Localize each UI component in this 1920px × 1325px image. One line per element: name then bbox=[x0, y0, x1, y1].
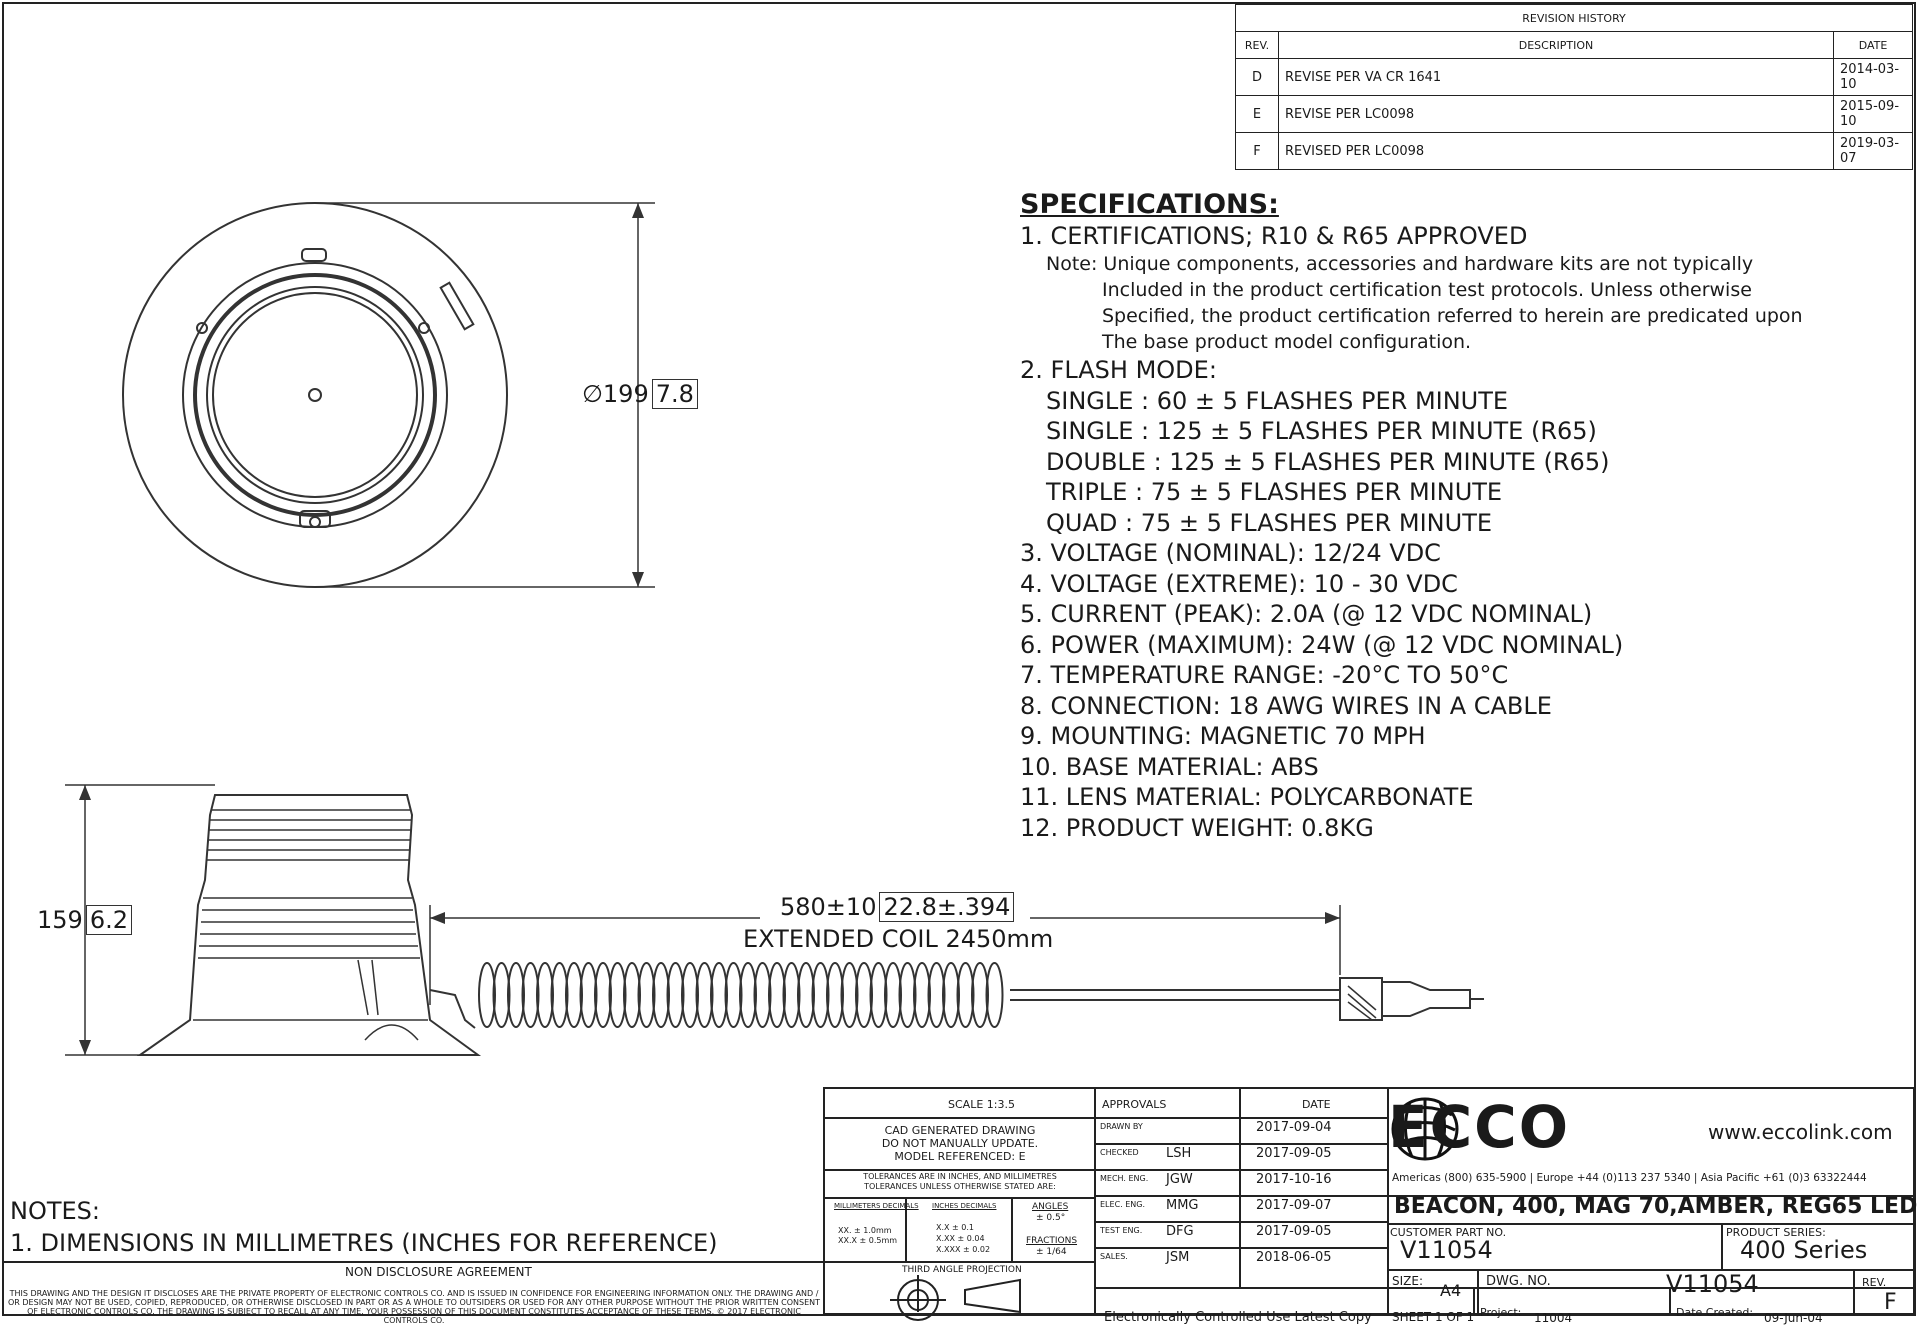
cad-note-line: CAD GENERATED DRAWING bbox=[884, 1124, 1036, 1137]
mm-decimals-label: MILLIMETERS DECIMALS bbox=[834, 1202, 919, 1210]
diameter-dimension bbox=[582, 380, 698, 408]
spec-item: 6. POWER (MAXIMUM): 24W (@ 12 VDC NOMINAL) bbox=[1020, 630, 1624, 659]
product-series-label: PRODUCT SERIES: bbox=[1726, 1226, 1826, 1239]
cad-note-line: MODEL REFERENCED: E bbox=[894, 1150, 1026, 1163]
approval-date: 2017-09-04 bbox=[1256, 1120, 1332, 1135]
in-values bbox=[936, 1222, 990, 1255]
size-label: SIZE: bbox=[1392, 1274, 1424, 1288]
spec-note-line: Included in the product certification test protocols. Unless otherwise bbox=[1102, 279, 1752, 301]
in-value: X.XX ± 0.04 bbox=[936, 1234, 985, 1243]
fractions-value: ± 1/64 bbox=[1036, 1247, 1067, 1257]
approval-name: JSM bbox=[1166, 1250, 1190, 1265]
date-created-value: 09-Jun-04 bbox=[1764, 1311, 1823, 1325]
specifications-title: SPECIFICATIONS: bbox=[1020, 189, 1279, 220]
date-cell: 2015-09-10 bbox=[1834, 96, 1913, 133]
in-decimals-label: INCHES DECIMALS bbox=[932, 1202, 997, 1210]
description-header: DESCRIPTION bbox=[1279, 32, 1834, 59]
diameter-mm: 199 bbox=[602, 380, 649, 408]
spec-item: 4. VOLTAGE (EXTREME): 10 - 30 VDC bbox=[1020, 569, 1458, 598]
angles-value: ± 0.5° bbox=[1036, 1213, 1066, 1223]
approval-role: TEST ENG. bbox=[1100, 1226, 1143, 1235]
in-value: X.XXX ± 0.02 bbox=[936, 1245, 991, 1254]
approval-role: DRAWN BY bbox=[1100, 1122, 1143, 1131]
product-series: 400 Series bbox=[1740, 1236, 1868, 1264]
side-view-body bbox=[140, 795, 478, 1055]
flash-mode-item: SINGLE : 125 ± 5 FLASHES PER MINUTE (R65) bbox=[1046, 417, 1597, 445]
customer-part-label: CUSTOMER PART NO. bbox=[1390, 1226, 1507, 1239]
spec-item: 11. LENS MATERIAL: POLYCARBONATE bbox=[1020, 783, 1474, 811]
height-mm: 159 bbox=[37, 906, 83, 934]
cad-note-line: DO NOT MANUALLY UPDATE. bbox=[881, 1137, 1039, 1150]
date-header: DATE bbox=[1834, 32, 1913, 59]
flash-mode-item: SINGLE : 60 ± 5 FLASHES PER MINUTE bbox=[1046, 386, 1509, 415]
control-note: Electronically Controlled Use Latest Copy bbox=[1104, 1310, 1372, 1325]
approval-name: DFG bbox=[1166, 1224, 1194, 1239]
approval-date: 2017-10-16 bbox=[1256, 1172, 1332, 1187]
approval-name: LSH bbox=[1166, 1146, 1192, 1161]
spec-item: 7. TEMPERATURE RANGE: -20°C TO 50°C bbox=[1020, 661, 1509, 689]
scale-label: SCALE 1:3.5 bbox=[948, 1098, 1015, 1111]
description-cell: REVISE PER VA CR 1641 bbox=[1279, 59, 1834, 96]
projection-label: THIRD ANGLE PROJECTION bbox=[902, 1265, 1022, 1275]
approval-date: 2017-09-07 bbox=[1256, 1198, 1332, 1213]
approval-name: MMG bbox=[1166, 1198, 1199, 1213]
approval-role: SALES. bbox=[1100, 1252, 1128, 1261]
product-title: BEACON, 400, MAG 70,AMBER, REG65 LED bbox=[1394, 1194, 1918, 1219]
height-dimension bbox=[37, 906, 132, 934]
approval-date: 2018-06-05 bbox=[1256, 1250, 1332, 1265]
coil-length-dimension bbox=[780, 893, 1014, 921]
notes-title: NOTES: bbox=[10, 1197, 100, 1225]
sheet-label: SHEET 1 OF 1 bbox=[1392, 1310, 1475, 1324]
flash-mode-item: DOUBLE : 125 ± 5 FLASHES PER MINUTE (R65) bbox=[1046, 447, 1610, 476]
company-logo: ECCO bbox=[1388, 1093, 1571, 1161]
approval-role: ELEC. ENG. bbox=[1100, 1200, 1146, 1209]
diameter-symbol: ∅ bbox=[582, 380, 603, 408]
website: www.eccolink.com bbox=[1708, 1120, 1893, 1144]
contact-line: Americas (800) 635-5900 | Europe +44 (0)113 237 5340 | Asia Pacific +61 (0)3 63322444 bbox=[1392, 1172, 1867, 1184]
rev-cell: D bbox=[1236, 59, 1279, 96]
nda-title: NON DISCLOSURE AGREEMENT bbox=[345, 1265, 532, 1279]
date-created-label: Date Created: bbox=[1676, 1306, 1754, 1319]
spec-item: 1. CERTIFICATIONS; R10 & R65 APPROVED bbox=[1020, 221, 1528, 250]
nda-text: THIS DRAWING AND THE DESIGN IT DISCLOSES ARE THE PRIVATE PROPERTY OF ELECTRONIC CONTROLS CO. AND IS ISSUED IN CONFIDENCE FOR ENGINEERING INFORMATION ONLY. THE DRAWING AND / OR DESIGN MAY NOT BE USED, COPIED, REPRODUCED, OR OTHERWISE DISCLOSED IN PART OR AS A WHOLE TO OUTSIDERS OR USED FOR ANY OTHER PURPOSE WITHOUT THE PRIOR WRITTEN CONSENT OF ELECTRONIC CONTROLS CO. THE DRAWING IS SUBJECT TO RECALL AT ANY TIME. YOUR POSSESSION OF THIS DOCUMENT CONSTITUTES ACCEPTANCE OF THESE TERMS. © 2017 ELECTRONIC CONTROLS CO. bbox=[8, 1289, 821, 1325]
specifications-block bbox=[1020, 190, 1803, 843]
dwg-no-label: DWG. NO. bbox=[1486, 1274, 1551, 1289]
approval-date: 2017-09-05 bbox=[1256, 1146, 1332, 1161]
rev-label: REV. bbox=[1862, 1276, 1887, 1289]
extended-coil-label: EXTENDED COIL 2450mm bbox=[743, 925, 1054, 953]
flash-mode-item: QUAD : 75 ± 5 FLASHES PER MINUTE bbox=[1046, 508, 1493, 537]
coil-length-mm: 580±10 bbox=[780, 893, 877, 921]
in-value: X.X ± 0.1 bbox=[936, 1223, 975, 1232]
approval-role: CHECKED bbox=[1100, 1148, 1139, 1157]
approval-name: JGW bbox=[1166, 1172, 1193, 1187]
rev-value: F bbox=[1884, 1290, 1897, 1315]
size-value: A4 bbox=[1440, 1281, 1462, 1300]
description-cell: REVISED PER LC0098 bbox=[1279, 133, 1834, 170]
mm-values bbox=[838, 1226, 897, 1246]
tolerance-line: TOLERANCES UNLESS OTHERWISE STATED ARE: bbox=[864, 1182, 1056, 1191]
spec-item: 9. MOUNTING: MAGNETIC 70 MPH bbox=[1020, 722, 1426, 750]
mm-value: XX.X ± 0.5mm bbox=[838, 1236, 898, 1245]
flash-mode-item: TRIPLE : 75 ± 5 FLASHES PER MINUTE bbox=[1046, 478, 1503, 506]
height-in: 6.2 bbox=[86, 905, 132, 935]
rev-cell: F bbox=[1236, 133, 1279, 170]
spec-note-line: Specified, the product certification referred to herein are predicated upon bbox=[1102, 305, 1803, 327]
notes-item: 1. DIMENSIONS IN MILLIMETRES (INCHES FOR REFERENCE) bbox=[10, 1229, 718, 1257]
description-cell: REVISE PER LC0098 bbox=[1279, 96, 1834, 133]
approval-date: 2017-09-05 bbox=[1256, 1224, 1332, 1239]
diameter-in: 7.8 bbox=[652, 379, 698, 409]
spec-item: 12. PRODUCT WEIGHT: 0.8KG bbox=[1020, 813, 1374, 842]
spec-item: 8. CONNECTION: 18 AWG WIRES IN A CABLE bbox=[1020, 691, 1552, 720]
dwg-number: V11054 bbox=[1666, 1270, 1759, 1298]
rev-header: REV. bbox=[1236, 32, 1279, 59]
spec-item: 2. FLASH MODE: bbox=[1020, 356, 1217, 384]
mm-value: XX. ± 1.0mm bbox=[838, 1226, 892, 1235]
spec-item: 5. CURRENT (PEAK): 2.0A (@ 12 VDC NOMINAL) bbox=[1020, 600, 1593, 628]
approvals-header: APPROVALS bbox=[1102, 1098, 1167, 1111]
spec-note-line: The base product model configuration. bbox=[1102, 331, 1472, 353]
date-cell: 2019-03-07 bbox=[1834, 133, 1913, 170]
notes-block bbox=[10, 1195, 718, 1259]
project-label: Project: bbox=[1480, 1306, 1522, 1319]
customer-part-number: V11054 bbox=[1400, 1236, 1493, 1264]
approval-role: MECH. ENG. bbox=[1100, 1174, 1149, 1183]
spec-item: 10. BASE MATERIAL: ABS bbox=[1020, 752, 1319, 781]
cad-note bbox=[830, 1124, 1090, 1163]
approvals-date-header: DATE bbox=[1302, 1098, 1331, 1111]
revision-history-title: REVISION HISTORY bbox=[1236, 5, 1913, 32]
tolerance-line: TOLERANCES ARE IN INCHES, AND MILLIMETRES bbox=[863, 1172, 1057, 1181]
spec-note-line: Note: Unique components, accessories and hardware kits are not typically bbox=[1046, 253, 1754, 275]
angles-label: ANGLES bbox=[1032, 1202, 1069, 1212]
coiled-cable bbox=[479, 963, 1003, 1027]
rev-cell: E bbox=[1236, 96, 1279, 133]
project-value: 11004 bbox=[1534, 1311, 1573, 1325]
coil-length-in: 22.8±.394 bbox=[879, 892, 1014, 922]
spec-item: 3. VOLTAGE (NOMINAL): 12/24 VDC bbox=[1020, 539, 1441, 567]
tolerances-title bbox=[830, 1172, 1090, 1192]
date-cell: 2014-03-10 bbox=[1834, 59, 1913, 96]
fractions-label: FRACTIONS bbox=[1026, 1236, 1078, 1246]
